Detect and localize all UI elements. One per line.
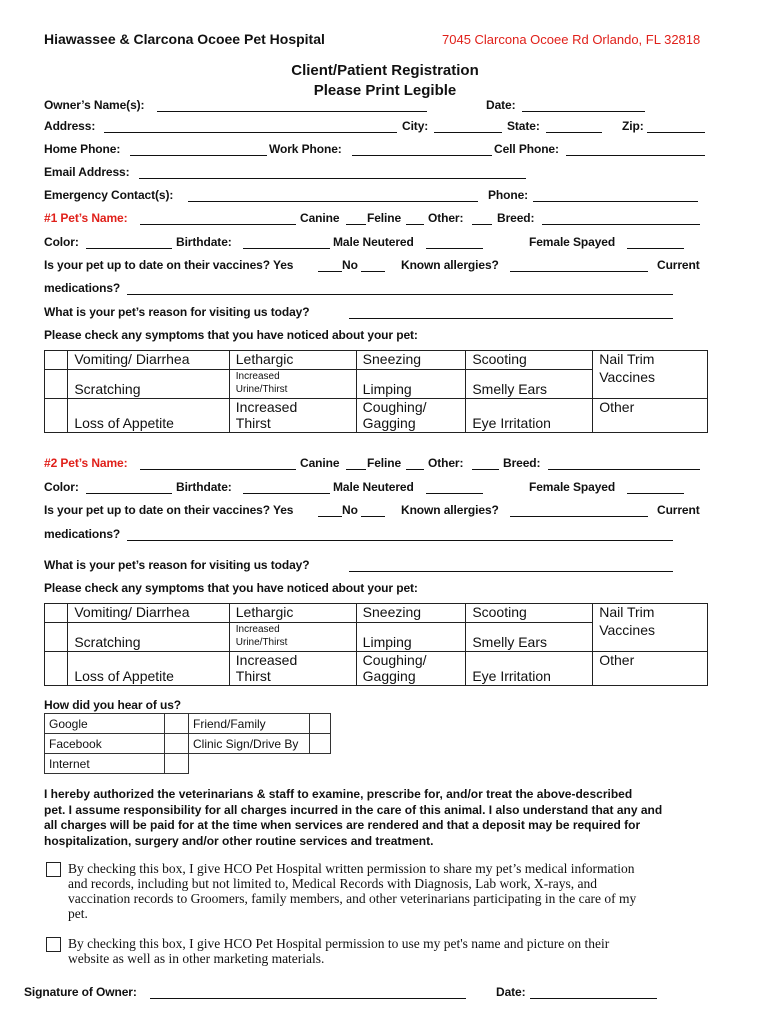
date-field[interactable] — [522, 111, 645, 112]
symptom-increased-urine-line1: Increased — [235, 371, 280, 382]
pet1-color-field[interactable] — [86, 248, 172, 249]
pet2-vaccines-question: Is your pet up to date on their vaccines? Yes — [44, 503, 294, 517]
symptom-coughing-line1: Coughing/ — [362, 399, 427, 415]
how-heard-question: How did you hear of us? — [44, 698, 182, 712]
how-heard-clinic-sign-checkbox[interactable] — [310, 734, 331, 754]
symptom-smelly-ears: Smelly Ears — [466, 623, 593, 652]
emergency-phone-field[interactable] — [533, 201, 698, 202]
how-heard-table — [44, 713, 331, 774]
symptom-limping: Limping — [356, 623, 466, 652]
pet2-name-field[interactable] — [140, 469, 296, 470]
hospital-address: 7045 Clarcona Ocoee Rd Orlando, FL 32818 — [442, 32, 701, 47]
pet2-female-spayed-label: Female Spayed — [529, 480, 616, 494]
consent-line: and records, including but not limited to, Medical Records with Diagnosis, Lab work, X-rays, and — [68, 876, 598, 891]
pet2-color-field[interactable] — [86, 493, 172, 494]
pet1-medications-field[interactable] — [127, 294, 673, 295]
pet1-canine-field[interactable] — [346, 224, 366, 225]
how-heard-facebook-checkbox[interactable] — [165, 734, 189, 754]
state-field[interactable] — [546, 132, 602, 133]
form-title: Client/Patient Registration — [291, 62, 479, 79]
email-field[interactable] — [139, 178, 526, 179]
symptom-sneezing: Sneezing — [356, 351, 466, 370]
pet2-vaccines-no-field[interactable] — [361, 516, 385, 517]
authorization-line: hospitalization, surgery and/or other routine services and treatment. — [44, 833, 434, 848]
checkbox-cell[interactable] — [45, 399, 68, 433]
pet2-vaccines-yes-field[interactable] — [318, 516, 342, 517]
pet1-symptoms-table — [44, 350, 708, 433]
checkbox-cell[interactable] — [45, 652, 68, 686]
how-heard-internet-checkbox[interactable] — [165, 754, 189, 774]
symptom-increased-thirst-line2: Thirst — [235, 668, 271, 684]
zip-field[interactable] — [647, 132, 705, 133]
symptom-increased-thirst-line1: Increased — [235, 652, 298, 668]
symptom-eye-irritation: Eye Irritation — [466, 652, 593, 686]
how-heard-google-checkbox[interactable] — [165, 714, 189, 734]
checkbox-cell[interactable] — [45, 370, 68, 399]
pet2-male-neutered-label: Male Neutered — [333, 480, 414, 494]
symptom-vomiting: Vomiting/ Diarrhea — [68, 351, 229, 370]
consent-line: By checking this box, I give HCO Pet Hospital permission to use my pet's name and picture on their — [68, 936, 610, 951]
signature-label: Signature of Owner: — [24, 985, 137, 999]
symptom-loss-of-appetite: Loss of Appetite — [68, 399, 229, 433]
work-phone-label: Work Phone: — [269, 142, 342, 156]
symptom-sneezing: Sneezing — [356, 604, 466, 623]
authorization-line: all charges will be paid for at the time when services are rendered and that a deposit may be required for — [44, 818, 641, 832]
symptom-increased-thirst — [229, 652, 356, 686]
service-nail-trim-vaccines — [593, 351, 708, 399]
pet1-breed-label: Breed: — [497, 211, 535, 225]
city-label: City: — [402, 119, 429, 133]
pet2-breed-label: Breed: — [503, 456, 541, 470]
pet1-name-label: #1 Pet’s Name: — [44, 211, 128, 225]
service-other: Other — [593, 399, 708, 433]
authorization-line: pet. I assume responsibility for all charges incurred in the care of this animal. I also understand that any and — [44, 802, 663, 817]
symptom-increased-urine — [229, 623, 356, 652]
home-phone-field[interactable] — [130, 155, 267, 156]
consent-line: By checking this box, I give HCO Pet Hospital written permission to share my pet’s medical information — [68, 861, 635, 876]
pet1-male-neutered-label: Male Neutered — [333, 235, 414, 249]
consent-line: website as well as in other marketing materials. — [68, 951, 325, 966]
pet1-reason-label: What is your pet’s reason for visiting us today? — [44, 305, 310, 319]
signature-date-label: Date: — [496, 985, 526, 999]
date-label: Date: — [486, 98, 516, 112]
pet1-medications-label: medications? — [44, 281, 121, 295]
pet2-current-label: Current — [657, 503, 700, 517]
consent-share-records-checkbox[interactable] — [46, 862, 61, 877]
symptom-lethargic: Lethargic — [229, 604, 356, 623]
symptom-coughing-line2: Gagging — [362, 668, 416, 684]
owners-name-label: Owner’s Name(s): — [44, 98, 145, 112]
how-heard-facebook: Facebook — [45, 734, 165, 754]
emergency-contact-label: Emergency Contact(s): — [44, 188, 174, 202]
pet2-reason-field[interactable] — [349, 571, 673, 572]
pet2-other-field[interactable] — [472, 469, 499, 470]
pet2-name-label: #2 Pet’s Name: — [44, 456, 128, 470]
zip-label: Zip: — [622, 119, 644, 133]
pet1-other-label: Other: — [428, 211, 464, 225]
signature-date-field[interactable] — [530, 998, 657, 999]
cell-phone-field[interactable] — [566, 155, 705, 156]
checkbox-cell[interactable] — [45, 623, 68, 652]
consent-line: vaccination records to Groomers, family members, and other veterinarians participating in the care of my — [68, 891, 637, 906]
pet2-feline-label: Feline — [367, 456, 402, 470]
pet2-canine-label: Canine — [300, 456, 340, 470]
pet1-vaccines-no-field[interactable] — [361, 271, 385, 272]
pet1-birthdate-label: Birthdate: — [176, 235, 232, 249]
symptom-coughing — [356, 652, 466, 686]
pet1-symptoms-question: Please check any symptoms that you have noticed about your pet: — [44, 328, 418, 342]
how-heard-friend-family-checkbox[interactable] — [310, 714, 331, 734]
checkbox-cell[interactable] — [45, 604, 68, 623]
authorization-line: I hereby authorized the veterinarians & staff to examine, prescribe for, and/or treat the above-described — [44, 787, 633, 801]
symptom-increased-urine-line2: Urine/Thirst — [235, 384, 288, 395]
how-heard-google: Google — [45, 714, 165, 734]
pet1-vaccines-question: Is your pet up to date on their vaccines? Yes — [44, 258, 294, 272]
pet1-feline-label: Feline — [367, 211, 402, 225]
symptom-increased-thirst — [229, 399, 356, 433]
hospital-name: Hiawassee & Clarcona Ocoee Pet Hospital — [44, 31, 325, 47]
pet2-symptoms-question: Please check any symptoms that you have noticed about your pet: — [44, 581, 418, 595]
symptom-increased-thirst-line2: Thirst — [235, 415, 271, 431]
consent-marketing-text — [68, 936, 718, 966]
pet1-female-spayed-label: Female Spayed — [529, 235, 616, 249]
email-label: Email Address: — [44, 165, 130, 179]
pet1-birthdate-field[interactable] — [243, 248, 330, 249]
service-nail-trim: Nail Trim — [599, 351, 655, 367]
pet2-symptoms-table — [44, 603, 708, 686]
symptom-lethargic: Lethargic — [229, 351, 356, 370]
pet1-allergies-field[interactable] — [510, 271, 648, 272]
pet2-canine-field[interactable] — [346, 469, 366, 470]
symptom-increased-urine — [229, 370, 356, 399]
symptom-scratching: Scratching — [68, 370, 229, 399]
symptom-eye-irritation: Eye Irritation — [466, 399, 593, 433]
pet1-allergies-label: Known allergies? — [401, 258, 499, 272]
pet2-birthdate-field[interactable] — [243, 493, 330, 494]
pet1-vaccines-yes-field[interactable] — [318, 271, 342, 272]
emergency-contact-field[interactable] — [188, 201, 478, 202]
pet2-reason-label: What is your pet’s reason for visiting us today? — [44, 558, 310, 572]
pet1-male-neutered-field[interactable] — [426, 248, 483, 249]
form-subtitle: Please Print Legible — [313, 82, 457, 99]
signature-field[interactable] — [150, 998, 466, 999]
pet2-male-neutered-field[interactable] — [426, 493, 483, 494]
emergency-phone-label: Phone: — [488, 188, 529, 202]
symptom-loss-of-appetite: Loss of Appetite — [68, 652, 229, 686]
pet2-female-spayed-field[interactable] — [627, 493, 684, 494]
service-other: Other — [593, 652, 708, 686]
pet1-current-label: Current — [657, 258, 700, 272]
symptom-coughing-line1: Coughing/ — [362, 652, 427, 668]
service-vaccines: Vaccines — [599, 622, 655, 638]
pet2-color-label: Color: — [44, 480, 79, 494]
pet1-vaccines-no-label: No — [342, 258, 358, 272]
pet2-feline-field[interactable] — [406, 469, 424, 470]
pet2-allergies-field[interactable] — [510, 516, 648, 517]
pet1-reason-field[interactable] — [349, 318, 673, 319]
service-nail-trim-vaccines — [593, 604, 708, 652]
city-field[interactable] — [434, 132, 502, 133]
symptom-scooting: Scooting — [466, 351, 593, 370]
pet2-medications-field[interactable] — [127, 540, 673, 541]
pet2-breed-field[interactable] — [548, 469, 700, 470]
how-heard-internet: Internet — [45, 754, 165, 774]
address-label: Address: — [44, 119, 96, 133]
pet1-name-field[interactable] — [140, 224, 296, 225]
symptom-increased-thirst-line1: Increased — [235, 399, 298, 415]
symptom-increased-urine-line2: Urine/Thirst — [235, 637, 288, 648]
checkbox-cell[interactable] — [45, 351, 68, 370]
pet2-other-label: Other: — [428, 456, 464, 470]
symptom-scooting: Scooting — [466, 604, 593, 623]
address-field[interactable] — [104, 132, 397, 133]
how-heard-friend-family: Friend/Family — [189, 714, 310, 734]
consent-marketing-checkbox[interactable] — [46, 937, 61, 952]
pet1-color-label: Color: — [44, 235, 79, 249]
how-heard-clinic-sign: Clinic Sign/Drive By — [189, 734, 310, 754]
consent-share-records-text — [68, 861, 718, 921]
state-label: State: — [507, 119, 540, 133]
owners-name-field[interactable] — [157, 111, 427, 112]
consent-line: pet. — [68, 906, 88, 921]
pet1-canine-label: Canine — [300, 211, 340, 225]
symptom-coughing-line2: Gagging — [362, 415, 416, 431]
pet2-vaccines-no-label: No — [342, 503, 358, 517]
symptom-limping: Limping — [356, 370, 466, 399]
pet1-breed-field[interactable] — [542, 224, 700, 225]
pet1-other-field[interactable] — [472, 224, 492, 225]
work-phone-field[interactable] — [352, 155, 492, 156]
symptom-smelly-ears: Smelly Ears — [466, 370, 593, 399]
symptom-scratching: Scratching — [68, 623, 229, 652]
cell-phone-label: Cell Phone: — [494, 142, 559, 156]
authorization-statement — [44, 787, 714, 849]
service-vaccines: Vaccines — [599, 369, 655, 385]
symptom-increased-urine-line1: Increased — [235, 624, 280, 635]
symptom-vomiting: Vomiting/ Diarrhea — [68, 604, 229, 623]
home-phone-label: Home Phone: — [44, 142, 121, 156]
pet1-feline-field[interactable] — [406, 224, 424, 225]
pet2-birthdate-label: Birthdate: — [176, 480, 232, 494]
pet1-female-spayed-field[interactable] — [627, 248, 684, 249]
service-nail-trim: Nail Trim — [599, 604, 655, 620]
pet2-allergies-label: Known allergies? — [401, 503, 499, 517]
pet2-medications-label: medications? — [44, 527, 121, 541]
symptom-coughing — [356, 399, 466, 433]
